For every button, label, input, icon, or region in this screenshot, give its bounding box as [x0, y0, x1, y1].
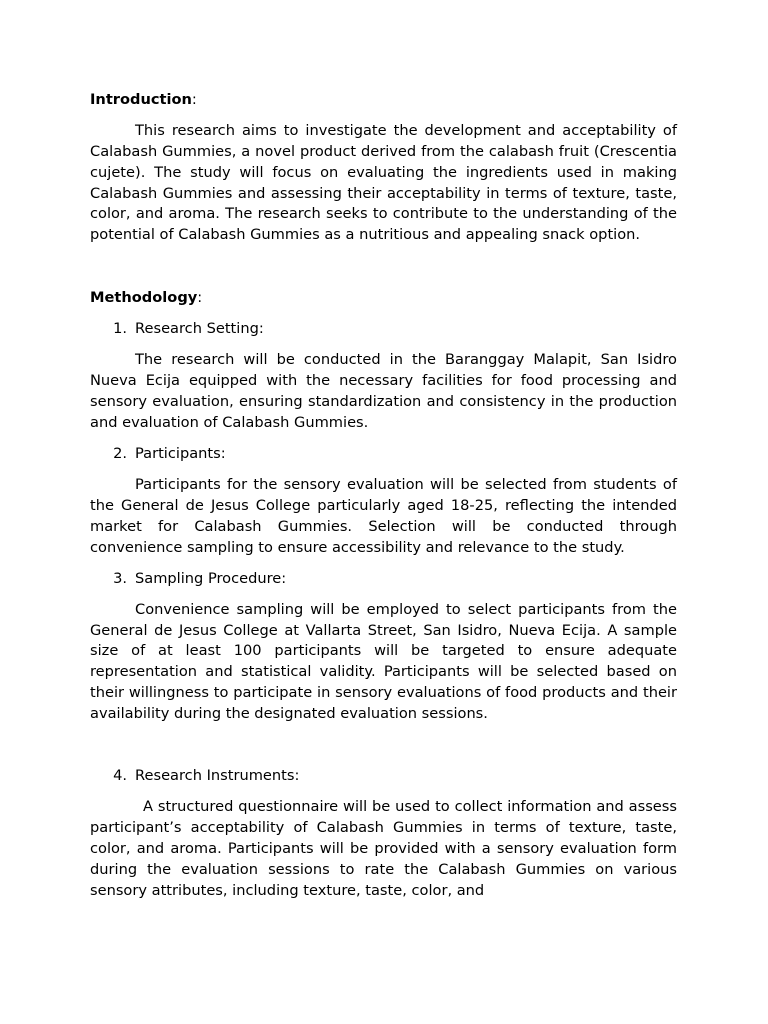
list-label: Research Setting: — [135, 320, 264, 338]
methodology-heading-text: Methodology — [90, 288, 198, 306]
list-label: Participants: — [135, 444, 226, 462]
methodology-item-participants — [90, 444, 677, 465]
list-number: 3. — [113, 569, 127, 587]
introduction-heading — [90, 90, 677, 111]
document-body — [90, 90, 677, 901]
list-label: Research Instruments: — [135, 767, 300, 785]
methodology-item-sampling-procedure — [90, 569, 677, 590]
methodology-heading — [90, 288, 677, 309]
research-instruments-paragraph: A structured questionnaire will be used to collect information and assess participant’s acceptability of Calabash Gummies in terms of texture, taste, color, and aroma. Participants will be provided with a sensory evaluation form during the evaluation sessions to rate the Calabash Gummies on various sensory attributes, including texture, taste, color, and — [90, 798, 677, 899]
research-setting-paragraph: The research will be conducted in the Baranggay Malapit, San Isidro Nueva Ecija equipped with the necessary facilities for food processing and sensory evaluation, ensuring standardization and consistency in the production and evaluation of Calabash Gummies. — [90, 351, 677, 431]
list-number: 4. — [113, 767, 127, 785]
participants-paragraph: Participants for the sensory evaluation will be selected from students of the General de Jesus College particularly aged 18-25, reflecting the intended market for Calabash Gummies. Selection will be conducted through convenience sampling to ensure accessibility and relevance to the study. — [90, 476, 677, 556]
list-label: Sampling Procedure: — [135, 569, 287, 587]
list-number: 2. — [113, 444, 127, 462]
sampling-procedure-paragraph: Convenience sampling will be employed to select participants from the General de Jesus College at Vallarta Street, San Isidro, Nueva Ecija. A sample size of at least 100 participants will be targeted to ensure adequate representation and statistical validity. Participants will be selected based on their willingness to participate in sensory evaluations of food products and their availability during the designated evaluation sessions. — [90, 600, 677, 722]
introduction-heading-text: Introduction — [90, 91, 192, 108]
introduction-paragraph: This research aims to investigate the development and acceptability of Calabash Gummies, a novel product derived from the calabash fruit (Crescentia cujete). The study will focus on evaluating the ingredients used in making Calabash Gummies and assessing their acceptability in terms of texture, taste, color, and aroma. The research seeks to contribute to the understanding of the potential of Calabash Gummies as a nutritious and appealing snack option. — [90, 122, 677, 244]
methodology-item-research-setting — [90, 319, 677, 340]
methodology-heading-colon: : — [197, 288, 203, 306]
methodology-item-research-instruments — [90, 766, 677, 787]
list-number: 1. — [113, 320, 127, 338]
introduction-heading-colon: : — [191, 91, 197, 108]
